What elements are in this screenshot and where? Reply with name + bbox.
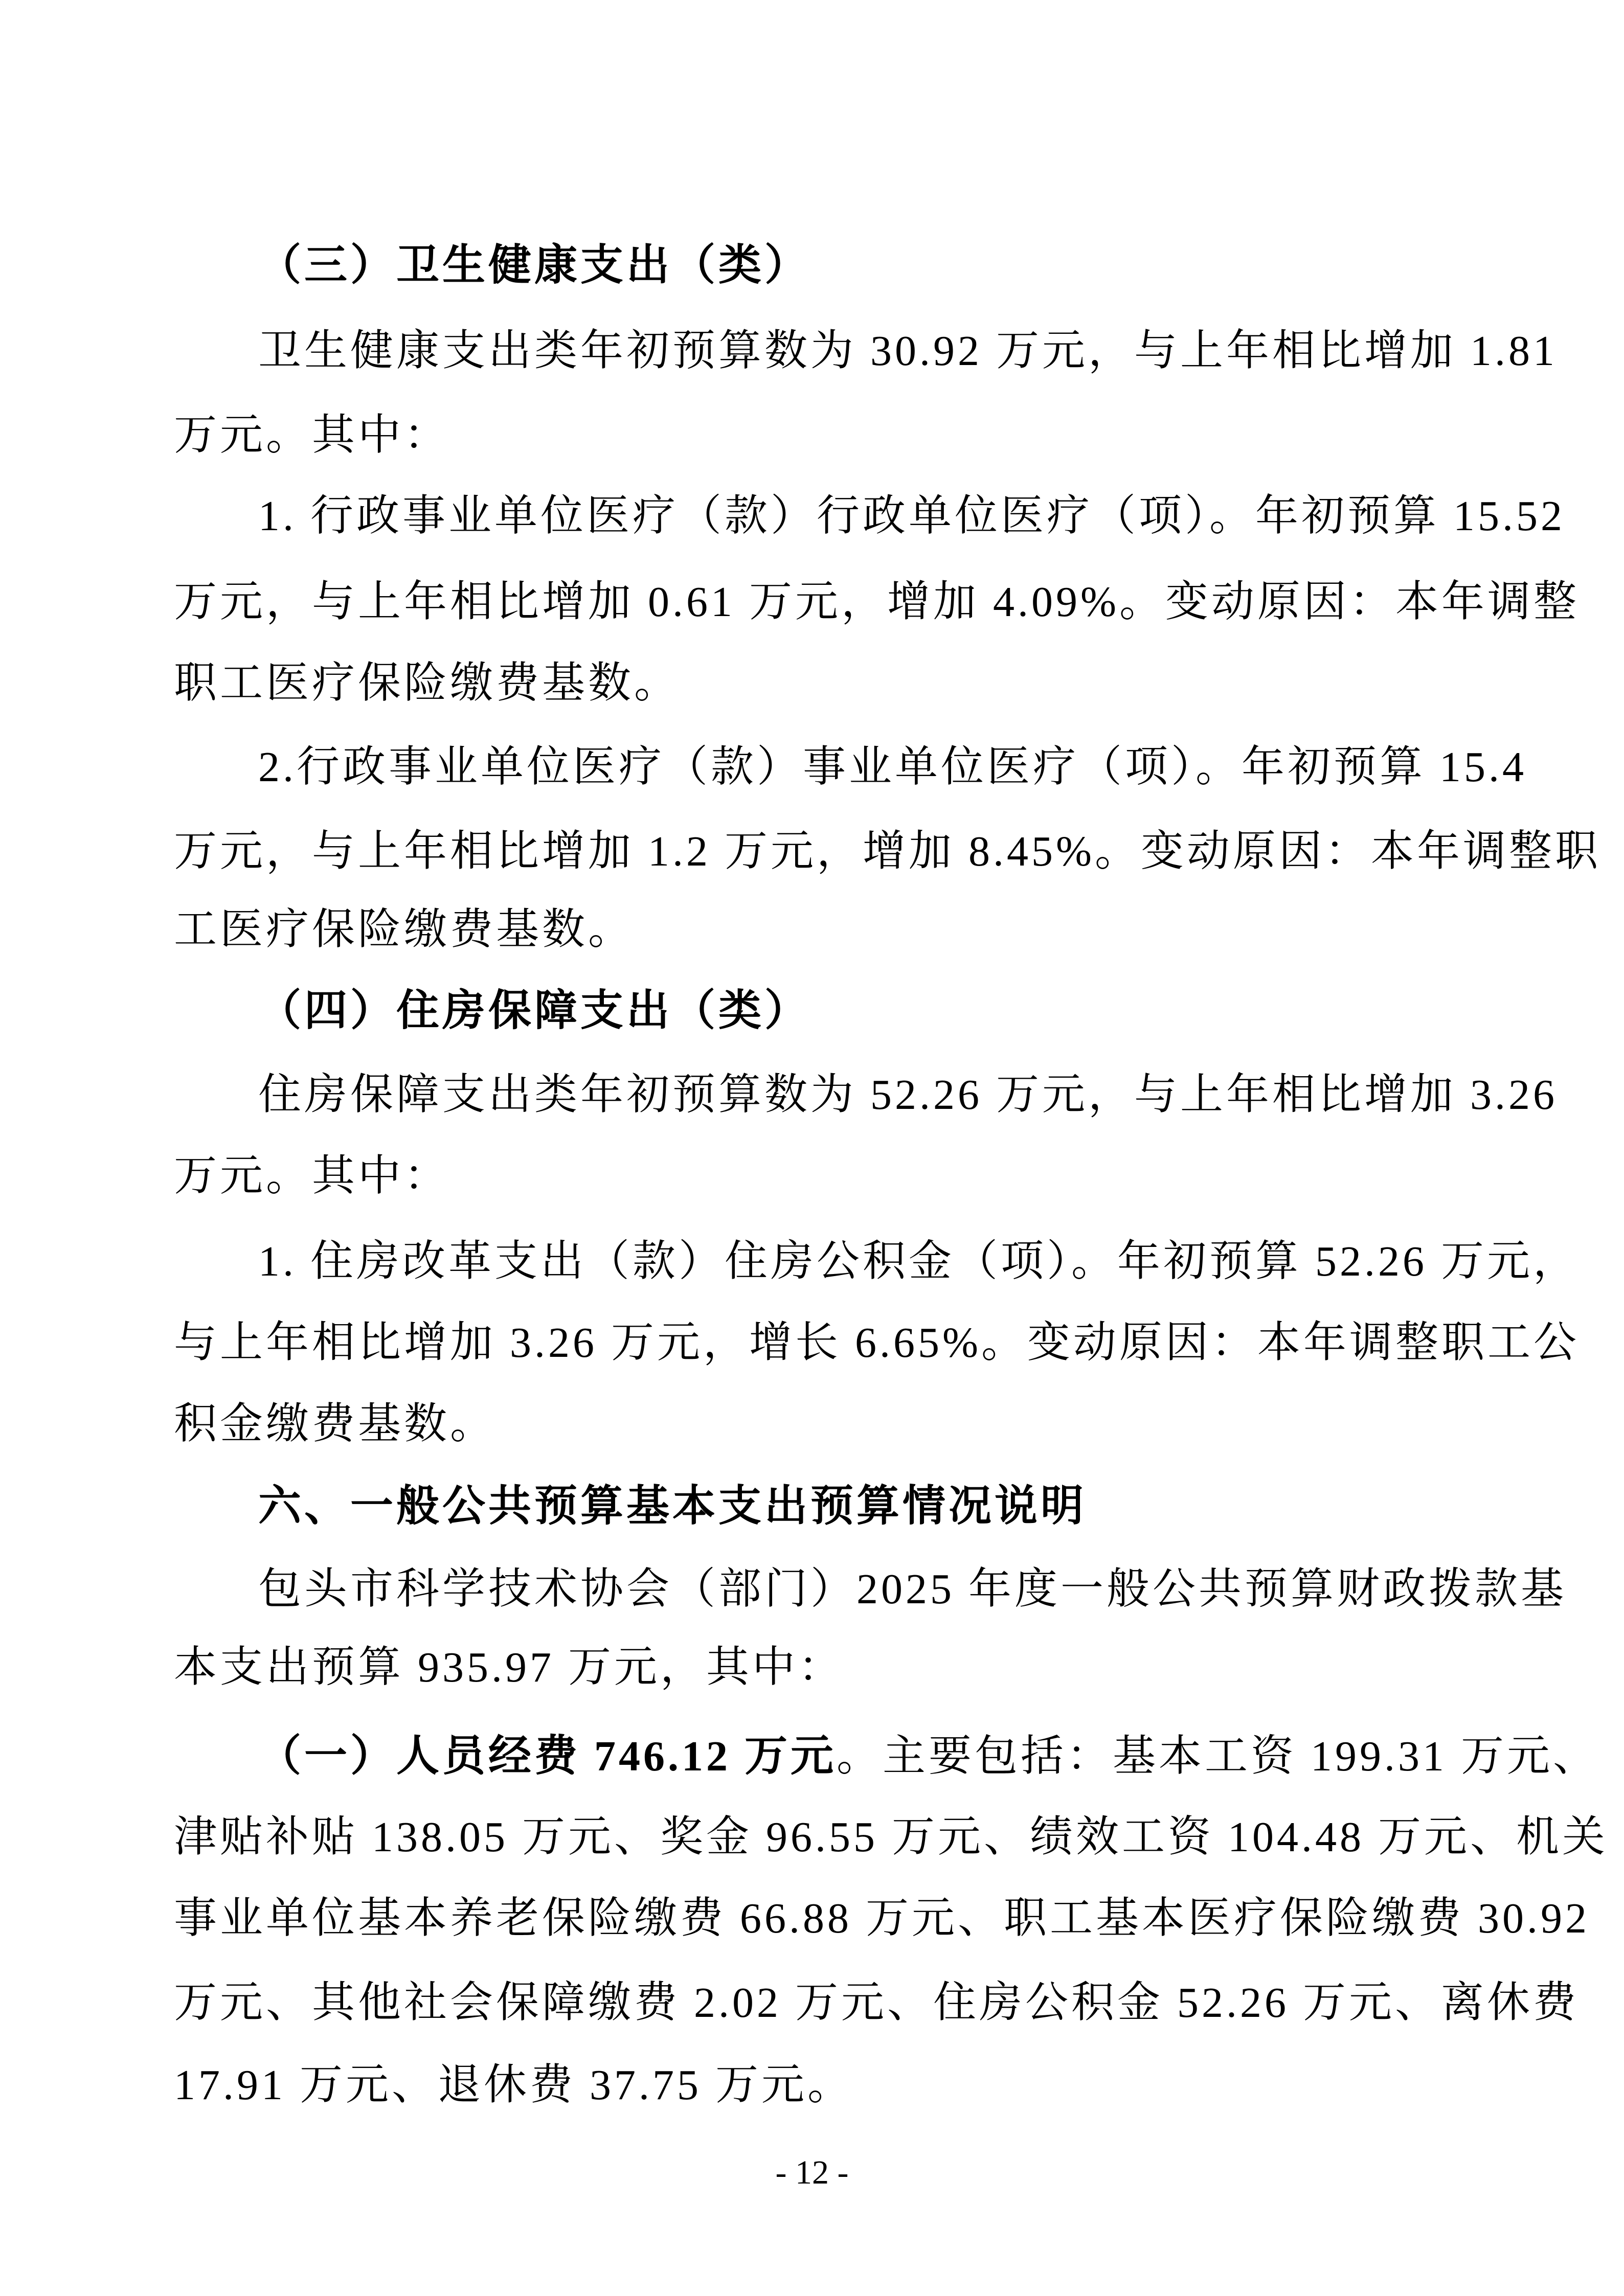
housing-item-1-line-3: 积金缴费基数。: [174, 1400, 497, 1448]
health-item-2-line-2: 万元，与上年相比增加 1.2 万元，增加 8.45%。变动原因：本年调整职: [174, 828, 1601, 875]
personnel-line-2: 津贴补贴 138.05 万元、奖金 96.55 万元、绩效工资 104.48 万元、机关: [174, 1813, 1609, 1861]
personnel-line-3: 事业单位基本养老保险缴费 66.88 万元、职工基本医疗保险缴费 30.92: [174, 1895, 1590, 1942]
housing-summary-line-2: 万元。其中：: [174, 1152, 450, 1200]
personnel-line-1: [258, 1716, 1599, 1798]
health-summary-line-1: 卫生健康支出类年初预算数为 30.92 万元，与上年相比增加 1.81: [258, 327, 1558, 375]
health-item-2-line-3: 工医疗保险缴费基数。: [174, 906, 635, 953]
personnel-bold-lead: （一）人员经费 746.12 万元: [258, 1733, 837, 1780]
section-heading-housing: （四）住房保障支出（类）: [258, 987, 811, 1035]
health-item-2-line-1: 2.行政事业单位医疗（款）事业单位医疗（项）。年初预算 15.4: [258, 743, 1527, 791]
section-heading-basic-expenditure: 六、一般公共预算基本支出预算情况说明: [258, 1481, 1087, 1531]
health-item-1-line-1: 1. 行政事业单位医疗（款）行政单位医疗（项）。年初预算 15.52: [258, 492, 1566, 540]
section-heading-health: （三）卫生健康支出（类）: [258, 242, 811, 289]
basic-summary-line-1: 包头市科学技术协会（部门）2025 年度一般公共预算财政拨款基: [258, 1565, 1567, 1613]
basic-summary-line-2: 本支出预算 935.97 万元，其中：: [174, 1644, 845, 1691]
personnel-line-4: 万元、其他社会保障缴费 2.02 万元、住房公积金 52.26 万元、离休费: [174, 1979, 1580, 2027]
personnel-line-5: 17.91 万元、退休费 37.75 万元。: [174, 2061, 854, 2109]
housing-summary-line-1: 住房保障支出类年初预算数为 52.26 万元，与上年相比增加 3.26: [258, 1071, 1558, 1119]
health-item-1-line-2: 万元，与上年相比增加 0.61 万元，增加 4.09%。变动原因：本年调整: [174, 578, 1580, 626]
health-item-1-line-3: 职工医疗保险缴费基数。: [174, 660, 681, 707]
health-summary-line-2: 万元。其中：: [174, 412, 450, 459]
housing-item-1-line-2: 与上年相比增加 3.26 万元，增长 6.65%。变动原因：本年调整职工公: [174, 1319, 1580, 1367]
page-number: - 12 -: [775, 2154, 849, 2191]
housing-item-1-line-1: 1. 住房改革支出（款）住房公积金（项）。年初预算 52.26 万元，: [258, 1238, 1580, 1285]
personnel-rest: 。主要包括：基本工资 199.31 万元、: [837, 1733, 1599, 1780]
